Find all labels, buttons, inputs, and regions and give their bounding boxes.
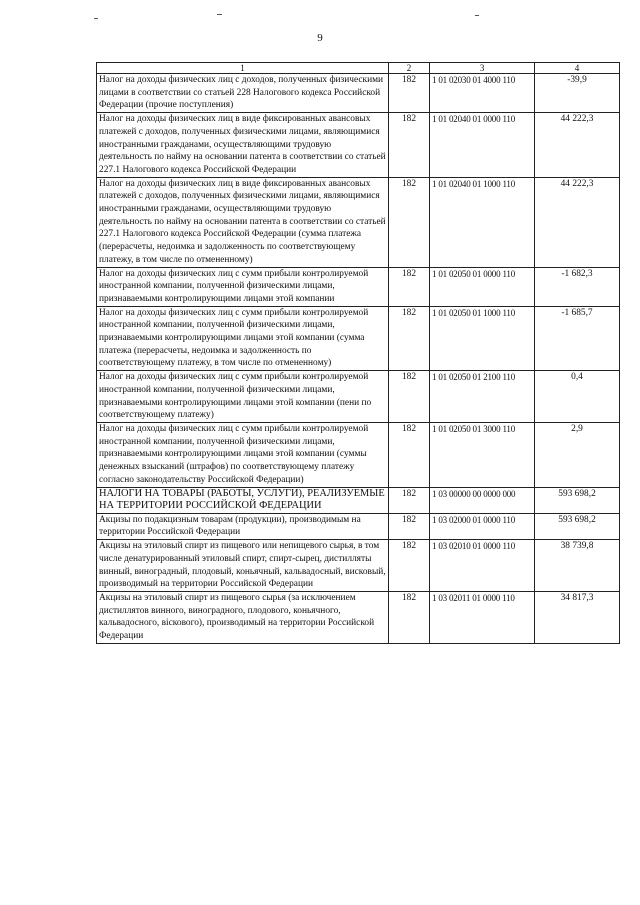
- row-kbk-code: 1 01 02050 01 2100 110: [430, 371, 535, 423]
- row-name: НАЛОГИ НА ТОВАРЫ (РАБОТЫ, УСЛУГИ), РЕАЛИЗУЕМЫЕ НА ТЕРРИТОРИИ РОССИЙСКОЙ ФЕДЕРАЦИИ: [97, 487, 389, 513]
- row-admin-code: 182: [389, 177, 430, 267]
- row-amount: 593 698,2: [535, 513, 620, 539]
- row-kbk-code: 1 01 02050 01 3000 110: [430, 422, 535, 487]
- table-row: [97, 267, 620, 306]
- row-amount: 34 817,3: [535, 591, 620, 643]
- column-header: 1: [97, 63, 389, 74]
- row-amount: -1 682,3: [535, 267, 620, 306]
- column-header: 2: [389, 63, 430, 74]
- row-admin-code: 182: [389, 267, 430, 306]
- row-name: Налог на доходы физических лиц с сумм прибыли контролируемой иностранной компании, полученной физическими лицами, признаваемыми контролирующими лицами этой компании (сумма платежа (перерасчеты, недоимка и задолженность по соответствующему платежу, в том числе по отмененному): [97, 306, 389, 371]
- row-kbk-code: 1 03 02000 01 0000 110: [430, 513, 535, 539]
- row-name: Налог на доходы физических лиц в виде фиксированных авансовых платежей с доходов, полученных физическими лицами, являющимися иностранными гражданами, осуществляющими трудовую деятельность по найму на основании патента в соответствии со статьей 227.1 Налогового кодекса Российской Федерации (сумма платежа (перерасчеты, недоимка и задолженность по соответствующему платежу, в том числе по отмененному): [97, 177, 389, 267]
- row-amount: 593 698,2: [535, 487, 620, 513]
- row-admin-code: 182: [389, 513, 430, 539]
- row-name: Акцизы на этиловый спирт из пищевого или непищевого сырья, в том числе денатурированный этиловый спирт, спирт-сырец, дистилляты винный, виноградный, плодовый, коньячный, кальвадосный, висковый, производимый на территории Российской Федерации: [97, 540, 389, 592]
- table-row: [97, 513, 620, 539]
- row-kbk-code: 1 01 02040 01 1000 110: [430, 177, 535, 267]
- row-admin-code: 182: [389, 74, 430, 113]
- row-amount: 38 739,8: [535, 540, 620, 592]
- table-row: [97, 74, 620, 113]
- scan-mark: [475, 15, 479, 16]
- row-kbk-code: 1 03 00000 00 0000 000: [430, 487, 535, 513]
- table-row: [97, 591, 620, 643]
- row-amount: 44 222,3: [535, 113, 620, 178]
- page-number: 9: [317, 32, 323, 44]
- row-kbk-code: 1 01 02040 01 0000 110: [430, 113, 535, 178]
- row-name: Налог на доходы физических лиц с сумм прибыли контролируемой иностранной компании, полученной физическими лицами, признаваемыми контролирующими лицами этой компании: [97, 267, 389, 306]
- column-header: 4: [535, 63, 620, 74]
- row-name: Налог на доходы физических лиц в виде фиксированных авансовых платежей с доходов, полученных физическими лицами, являющимися иностранными гражданами, осуществляющими трудовую деятельность по найму на основании патента в соответствии со статьей 227.1 Налогового кодекса Российской Федерации: [97, 113, 389, 178]
- row-kbk-code: 1 01 02030 01 4000 110: [430, 74, 535, 113]
- scan-mark: [217, 14, 222, 15]
- row-amount: 44 222,3: [535, 177, 620, 267]
- row-admin-code: 182: [389, 591, 430, 643]
- row-admin-code: 182: [389, 540, 430, 592]
- row-amount: 0,4: [535, 371, 620, 423]
- row-amount: 2,9: [535, 422, 620, 487]
- row-name: Акцизы по подакцизным товарам (продукции), производимым на территории Российской Федерации: [97, 513, 389, 539]
- row-admin-code: 182: [389, 306, 430, 371]
- row-admin-code: 182: [389, 113, 430, 178]
- row-name: Налог на доходы физических лиц с доходов, полученных физическими лицами в соответствии со статьей 228 Налогового кодекса Российской Федерации (прочие поступления): [97, 74, 389, 113]
- row-name: Налог на доходы физических лиц с сумм прибыли контролируемой иностранной компании, полученной физическими лицами, признаваемыми контролирующими лицами этой компании (пени по соответствующему платежу): [97, 371, 389, 423]
- table-row: [97, 306, 620, 371]
- row-kbk-code: 1 01 02050 01 0000 110: [430, 267, 535, 306]
- row-amount: -39,9: [535, 74, 620, 113]
- row-name: Акцизы на этиловый спирт из пищевого сырья (за исключением дистиллятов винного, виноградного, плодового, коньячного, кальвадосного, віскового), производимый на территории Российской Федерации: [97, 591, 389, 643]
- row-kbk-code: 1 03 02011 01 0000 110: [430, 591, 535, 643]
- row-kbk-code: 1 03 02010 01 0000 110: [430, 540, 535, 592]
- row-admin-code: 182: [389, 487, 430, 513]
- table-row: [97, 177, 620, 267]
- row-admin-code: 182: [389, 371, 430, 423]
- column-header: 3: [430, 63, 535, 74]
- scan-mark: [94, 18, 98, 19]
- table-row: [97, 422, 620, 487]
- table-row: [97, 113, 620, 178]
- revenue-table: [96, 62, 620, 644]
- table-row: [97, 371, 620, 423]
- table-row: [97, 540, 620, 592]
- row-name: Налог на доходы физических лиц с сумм прибыли контролируемой иностранной компании, полученной физическими лицами, признаваемыми контролирующими лицами этой компании (суммы денежных взысканий (штрафов) по соответствующему платежу согласно законодательству Российской Федерации): [97, 422, 389, 487]
- table-row: [97, 487, 620, 513]
- header-row: [97, 63, 620, 74]
- row-kbk-code: 1 01 02050 01 1000 110: [430, 306, 535, 371]
- row-amount: -1 685,7: [535, 306, 620, 371]
- row-admin-code: 182: [389, 422, 430, 487]
